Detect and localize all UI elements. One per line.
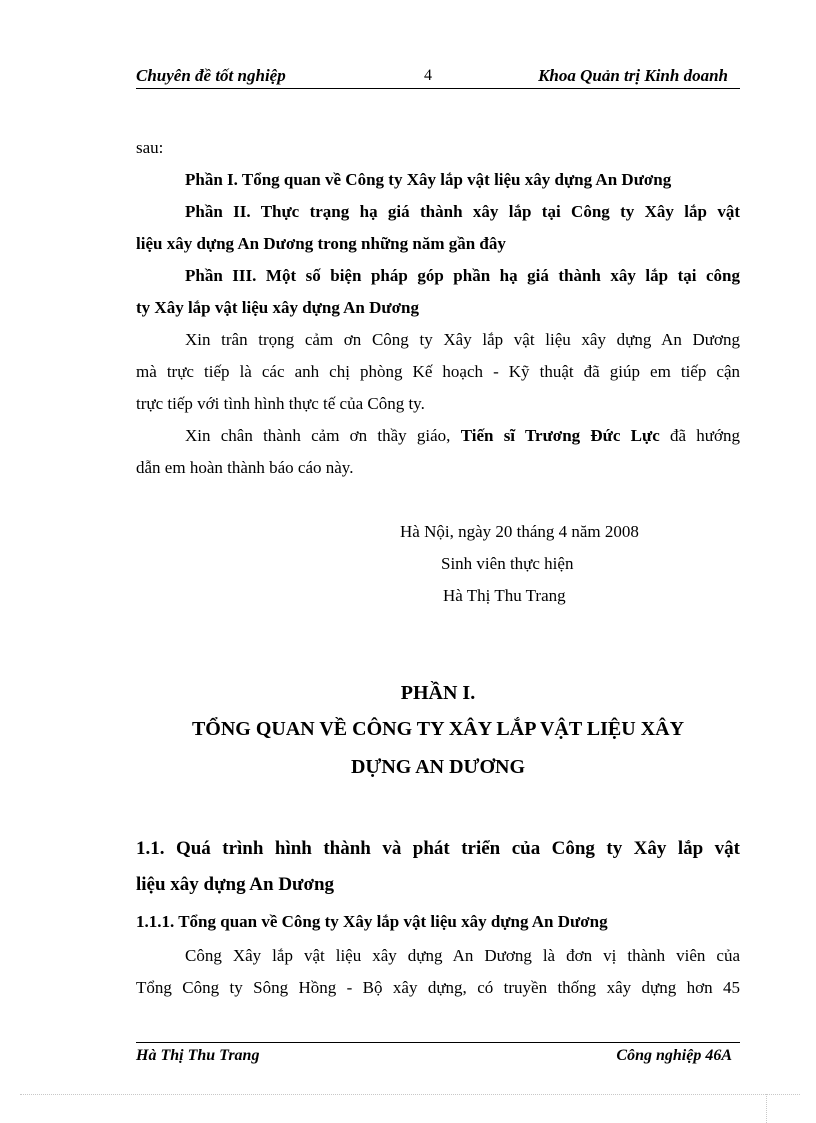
page-footer	[136, 1042, 740, 1064]
thanks2-line2: dẫn em hoàn thành báo cáo này.	[136, 458, 354, 477]
part3-outline-line1: Phần III. Một số biện pháp góp phần hạ giá thành xây lắp tại công	[185, 266, 740, 285]
thanks2-suffix: đã hướng	[659, 426, 741, 445]
section-1-1-line2: liệu xây dựng An Dương	[136, 874, 335, 895]
thanks2-line1	[185, 420, 740, 452]
part3-outline-line2: ty Xây lắp vật liệu xây dựng An Dương	[136, 298, 419, 317]
paragraph-line2: Tổng Công ty Sông Hồng - Bộ xây dựng, có truyền thống xây dựng hơn 45	[136, 978, 740, 997]
text-sau: sau:	[136, 138, 164, 157]
page-edge-guide	[20, 1094, 800, 1095]
section-1-1-1-heading: 1.1.1. Tổng quan về Công ty Xây lắp vật liệu xây dựng An Dương	[136, 912, 608, 931]
part-title-line2: DỰNG AN DƯƠNG	[350, 756, 526, 778]
signature-name: Hà Thị Thu Trang	[443, 586, 566, 605]
thanks1-line1: Xin trân trọng cảm ơn Công ty Xây lắp vật liệu xây dựng An Dương	[185, 330, 740, 349]
thanks1-line3: trực tiếp với tình hình thực tế của Công ty.	[136, 394, 425, 413]
advisor-name: Tiến sĩ Trương Đức Lực	[460, 426, 660, 445]
footer-left-text: Hà Thị Thu Trang	[136, 1047, 260, 1064]
paragraph-line1: Công Xây lắp vật liệu xây dựng An Dương là đơn vị thành viên của	[185, 946, 740, 965]
header-left-text: Chuyên đề tốt nghiệp	[136, 66, 286, 85]
page-corner-guide	[766, 1094, 767, 1123]
part2-outline-line2: liệu xây dựng An Dương trong những năm gần đây	[136, 234, 506, 253]
part2-outline-line1: Phần II. Thực trạng hạ giá thành xây lắp tại Công ty Xây lắp vật	[185, 202, 740, 221]
page-header	[136, 64, 740, 89]
thanks1-line2: mà trực tiếp là các anh chị phòng Kế hoạch - Kỹ thuật đã giúp em tiếp cận	[136, 362, 740, 381]
header-right-text: Khoa Quản trị Kinh doanh	[538, 66, 728, 85]
signature-role: Sinh viên thực hiện	[441, 554, 574, 573]
thanks2-prefix: Xin chân thành cảm ơn thầy giáo,	[185, 426, 461, 445]
section-1-1-line1: 1.1. Quá trình hình thành và phát triển của Công ty Xây lắp vật	[136, 838, 740, 859]
footer-right-text: Công nghiệp 46A	[616, 1047, 732, 1064]
signature-place-date: Hà Nội, ngày 20 tháng 4 năm 2008	[400, 522, 639, 541]
page-number: 4	[424, 67, 432, 84]
part1-outline: Phần I. Tổng quan về Công ty Xây lắp vật liệu xây dựng An Dương	[185, 170, 672, 189]
part-label: PHẦN I.	[400, 682, 476, 704]
part-title-line1: TỔNG QUAN VỀ CÔNG TY XÂY LẮP VẬT LIỆU XÂY	[191, 718, 685, 740]
